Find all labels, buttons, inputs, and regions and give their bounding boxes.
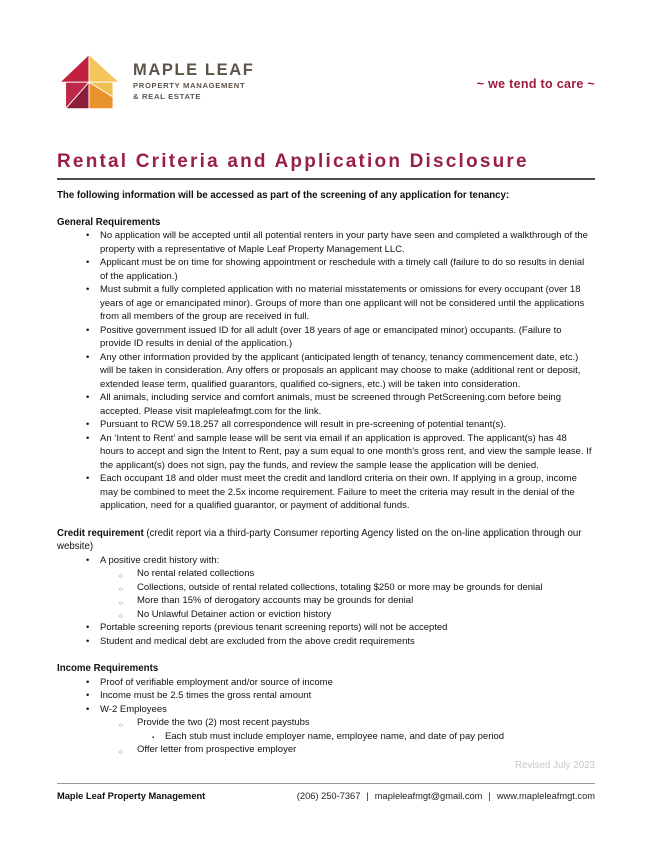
bullet-icon: •: [86, 703, 90, 715]
bullet-icon: •: [86, 622, 90, 634]
list-item: [57, 621, 595, 635]
list-item-text: Provide the two (2) most recent paystubs: [137, 717, 310, 729]
list-item: [57, 635, 595, 649]
section-heading: [57, 216, 595, 229]
list-item-text: A positive credit history with:: [100, 554, 220, 566]
bullet-icon: •: [86, 473, 90, 485]
section-heading-note: (credit report via a third-party Consumer reporting Agency listed on the on-line application through our website): [57, 527, 582, 553]
circle-bullet-icon: ○: [119, 599, 123, 607]
page-footer: [57, 783, 595, 801]
bullet-icon: •: [86, 257, 90, 269]
intro-statement: The following information will be accessed as part of the screening of any application for tenancy:: [57, 190, 510, 201]
list-item: [57, 472, 595, 513]
list-item-text: Student and medical debt are excluded from the above credit requirements: [100, 635, 415, 647]
revision-date: Revised July 2023: [514, 759, 595, 771]
list-item: [57, 716, 595, 730]
list-item-text: Any other information provided by the applicant (anticipated length of tenancy, tenancy commencement date, etc.) will be taken in consideration. Any offers or proposals an applicant may choose to make (additional rent or deposit, extended lease term, qualified guarantors, qualified co-signers, etc.) will be taken into consideration.: [100, 351, 581, 390]
footer-contact-info: [297, 791, 595, 801]
square-bullet-icon: ▪: [152, 735, 155, 742]
company-tagline: ~ we tend to care ~: [476, 77, 595, 91]
bullet-icon: •: [86, 635, 90, 647]
bullet-icon: •: [86, 284, 90, 296]
circle-bullet-icon: ○: [119, 613, 123, 621]
list-item: [57, 743, 595, 757]
footer-separator: |: [488, 791, 491, 801]
document-body: [57, 216, 595, 757]
list-item-text: Each stub must include employer name, employee name, and date of pay period: [165, 730, 505, 742]
bullet-icon: •: [86, 419, 90, 431]
section-credit-requirement: [57, 527, 595, 648]
logo-wordmark: [133, 61, 254, 102]
list-item-text: W-2 Employees: [100, 703, 167, 715]
list-item-text: Proof of verifiable employment and/or source of income: [100, 676, 333, 688]
list-item-text: No Unlawful Detainer action or eviction history: [137, 608, 332, 620]
list-item-text: Collections, outside of rental related collections, totaling $250 or more may be grounds for denial: [137, 581, 543, 593]
list-item: [57, 432, 595, 473]
page-title: Rental Criteria and Application Disclosure: [57, 151, 529, 172]
list-item-text: More than 15% of derogatory accounts may be grounds for denial: [137, 595, 414, 607]
section-heading-text: General Requirements: [57, 217, 161, 228]
logo-company-name: MAPLE LEAF: [133, 60, 255, 79]
logo-subtitle-line1: PROPERTY MANAGEMENT: [133, 80, 246, 90]
list-item-text: Income must be 2.5 times the gross rental amount: [100, 690, 312, 702]
list-item-text: Each occupant 18 and older must meet the credit and landlord criteria on their own. If applying in a group, income may be combined to meet the 2.5x income requirement. Failure to meet the criteria may result in the denial of the application, need for a qualified guarantor, or payment of additional funds.: [100, 473, 577, 512]
list-item-text: Portable screening reports (previous tenant screening reports) will not be accepted: [100, 622, 448, 634]
list-item: [57, 283, 595, 324]
section-heading: [57, 527, 595, 554]
list-item-text: No rental related collections: [137, 568, 255, 580]
circle-bullet-icon: ○: [119, 721, 123, 729]
list-item: [57, 594, 595, 608]
section-heading-text: Credit requirement: [57, 527, 144, 539]
list-item-text: Applicant must be on time for showing appointment or reschedule with a timely call (failure to do so results in denial of the application.): [100, 257, 585, 282]
bullet-icon: •: [86, 432, 90, 444]
list-item: [57, 567, 595, 581]
circle-bullet-icon: ○: [119, 572, 123, 580]
list-item: [57, 730, 595, 744]
list-item: [57, 581, 595, 595]
list-item: [57, 418, 595, 432]
house-logo-icon: [57, 52, 121, 110]
list-item-text: Positive government issued ID for all adult (over 18 years of age or emancipated minor) occupants. (Failure to provide ID results in denial of the application.): [100, 324, 562, 350]
bullet-icon: •: [86, 351, 90, 363]
list-item: [57, 676, 595, 690]
list-item: [57, 229, 595, 256]
list-item: [57, 608, 595, 622]
section-heading: [57, 662, 595, 675]
footer-phone: (206) 250-7367: [296, 791, 361, 801]
footer-company-name: Maple Leaf Property Management: [57, 791, 206, 801]
bullet-icon: •: [86, 324, 90, 336]
document-header: [57, 52, 595, 110]
list-item: [57, 256, 595, 283]
list-item-text: No application will be accepted until all potential renters in your party have seen and completed a walkthrough of the property with a representative of Maple Leaf Property Management LLC.: [100, 230, 588, 255]
bullet-icon: •: [86, 230, 90, 242]
circle-bullet-icon: ○: [119, 748, 123, 756]
logo-subtitle-line2: & REAL ESTATE: [133, 92, 202, 101]
list-item-text: Offer letter from prospective employer: [137, 744, 297, 756]
section-heading-text: Income Requirements: [57, 663, 159, 675]
list-item: [57, 703, 595, 717]
list-item-text: Must submit a fully completed application with no material misstatements or omissions for every occupant (over 18 years of age or emancipated minor). Groups of more than one applicant will not be considered until the applications from all members of the group are received in full.: [100, 284, 585, 323]
list-item-text: All animals, including service and comfort animals, must be screened through PetScreening.com before being accepted. Please visit mapleleafmgt.com for the link.: [100, 392, 561, 417]
section-general-requirements: [57, 216, 595, 513]
list-item: [57, 391, 595, 418]
section-income-requirements: [57, 662, 595, 756]
list-item-text: Pursuant to RCW 59.18.257 all correspondence will result in pre-screening of potential tenant(s).: [100, 419, 507, 431]
title-divider: [57, 178, 595, 180]
list-item: [57, 689, 595, 703]
list-item-text: An ‘Intent to Rent’ and sample lease will be sent via email if an application is approved. The applicant(s) has 48 hours to accept and sign the Intent to Rent, pay a sum equal to one month’s gross rent, and view the sample lease. If the applicant(s) does not sign, pay the funds, and review the sample lease the application will be denied.: [100, 432, 592, 471]
bullet-icon: •: [86, 676, 90, 688]
company-logo: [57, 52, 254, 110]
footer-email: mapleleafmgt@gmail.com: [374, 791, 483, 801]
bullet-icon: •: [86, 554, 90, 566]
footer-website: www.mapleleafmgt.com: [496, 791, 595, 801]
bullet-icon: •: [86, 690, 90, 702]
bullet-icon: •: [86, 392, 90, 404]
list-item: [57, 351, 595, 392]
circle-bullet-icon: ○: [119, 586, 123, 594]
list-item: [57, 554, 595, 568]
footer-separator: |: [366, 791, 369, 801]
list-item: [57, 324, 595, 351]
